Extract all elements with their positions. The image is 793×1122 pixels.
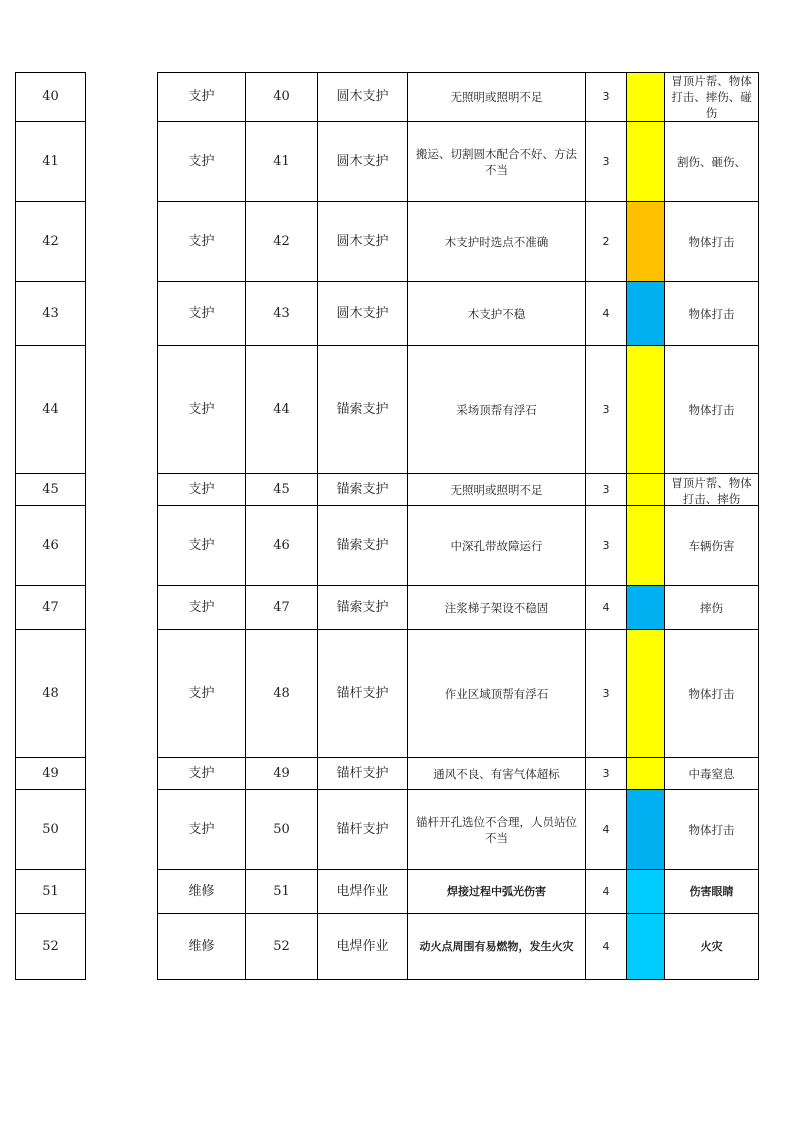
task-cell (318, 474, 408, 506)
hazard: 通风不良、有害气体超标 (433, 766, 560, 781)
consequence-cell (665, 202, 759, 282)
task: 锚索支护 (336, 537, 389, 553)
category: 支护 (188, 481, 215, 497)
task: 锚索支护 (336, 599, 389, 615)
hazard-cell (408, 758, 586, 790)
risk-color-cell (627, 346, 665, 474)
row-number: 41 (42, 153, 59, 169)
row-number: 45 (42, 481, 59, 497)
category-cell (158, 586, 246, 630)
consequence: 冒顶片帮、物体打击、摔伤、碰伤 (671, 74, 752, 120)
row-number: 52 (42, 938, 59, 954)
item-id-cell (246, 506, 318, 586)
table-row (16, 282, 759, 346)
category-cell (158, 202, 246, 282)
item-id: 44 (273, 401, 290, 417)
risk-level: 3 (602, 90, 610, 103)
row-number-cell (16, 506, 86, 586)
item-id-cell (246, 122, 318, 202)
category-cell (158, 790, 246, 870)
hazard-cell (408, 506, 586, 586)
task-cell (318, 122, 408, 202)
row-number: 46 (42, 537, 59, 553)
item-id: 43 (273, 305, 290, 321)
consequence: 摔伤 (700, 600, 723, 615)
hazard: 木支护不稳 (467, 306, 526, 321)
row-number: 48 (42, 685, 59, 701)
risk-level-cell (586, 758, 627, 790)
category: 维修 (188, 938, 215, 954)
risk-level-cell (586, 73, 627, 122)
hazard-cell (408, 73, 586, 122)
hazard: 无照明或照明不足 (450, 90, 543, 104)
task: 锚杆支护 (336, 685, 389, 701)
row-number-cell (16, 914, 86, 980)
hazard-cell (408, 870, 586, 914)
table-row (16, 758, 759, 790)
table-row (16, 630, 759, 758)
row-number-cell (16, 202, 86, 282)
hazard: 木支护时选点不准确 (444, 234, 549, 249)
consequence: 中毒窒息 (688, 766, 735, 781)
risk-color-cell (627, 506, 665, 586)
category: 支护 (188, 685, 215, 701)
risk-level: 3 (602, 686, 610, 700)
risk-level-cell (586, 122, 627, 202)
row-number: 44 (42, 401, 59, 417)
table-row (16, 914, 759, 980)
risk-color-cell (627, 630, 665, 758)
category-cell (158, 630, 246, 758)
risk-level-cell (586, 474, 627, 506)
hazard: 注浆梯子架设不稳固 (444, 600, 549, 615)
hazard-cell (408, 586, 586, 630)
row-number: 49 (42, 765, 59, 781)
consequence-cell (665, 506, 759, 586)
row-number-cell (16, 586, 86, 630)
task: 锚杆支护 (336, 821, 389, 837)
task-cell (318, 506, 408, 586)
risk-color-cell (627, 758, 665, 790)
category-cell (158, 870, 246, 914)
table-row (16, 474, 759, 506)
category-cell (158, 282, 246, 346)
gap-cell (86, 630, 158, 758)
gap-cell (86, 474, 158, 506)
hazard: 中深孔带故障运行 (450, 538, 543, 553)
item-id-cell (246, 870, 318, 914)
risk-color-cell (627, 586, 665, 630)
category-cell (158, 506, 246, 586)
consequence: 物体打击 (688, 306, 735, 321)
hazard-cell (408, 474, 586, 506)
item-id-cell (246, 346, 318, 474)
item-id: 45 (273, 481, 290, 497)
table-row (16, 870, 759, 914)
risk-level-cell (586, 202, 627, 282)
consequence-cell (665, 73, 759, 122)
row-number: 51 (42, 883, 59, 899)
hazard-cell (408, 122, 586, 202)
category: 维修 (188, 883, 215, 899)
risk-table (15, 72, 759, 980)
task-cell (318, 870, 408, 914)
gap-cell (86, 282, 158, 346)
row-number: 43 (42, 305, 59, 321)
task-cell (318, 758, 408, 790)
table-row (16, 506, 759, 586)
task: 电焊作业 (336, 938, 389, 954)
gap-cell (86, 506, 158, 586)
row-number-cell (16, 474, 86, 506)
hazard: 搬运、切割圆木配合不好、方法不当 (416, 146, 577, 177)
item-id: 51 (273, 883, 290, 899)
risk-color-cell (627, 282, 665, 346)
task: 锚杆支护 (336, 765, 389, 781)
row-number: 47 (42, 599, 59, 615)
hazard-cell (408, 346, 586, 474)
consequence-cell (665, 758, 759, 790)
hazard-cell (408, 202, 586, 282)
item-id-cell (246, 758, 318, 790)
category-cell (158, 346, 246, 474)
category: 支护 (188, 233, 215, 249)
risk-level: 3 (602, 154, 610, 168)
table-row (16, 346, 759, 474)
risk-level: 2 (602, 234, 610, 248)
consequence-cell (665, 630, 759, 758)
gap-cell (86, 73, 158, 122)
category: 支护 (188, 537, 215, 553)
consequence: 伤害眼睛 (689, 884, 734, 898)
consequence-cell (665, 586, 759, 630)
hazard-cell (408, 790, 586, 870)
task-cell (318, 586, 408, 630)
category: 支护 (188, 599, 215, 615)
category-cell (158, 474, 246, 506)
table-row (16, 586, 759, 630)
hazard: 无照明或照明不足 (450, 482, 543, 497)
row-number: 40 (42, 89, 59, 104)
risk-level: 3 (602, 402, 610, 416)
task-cell (318, 282, 408, 346)
consequence: 火灾 (700, 939, 723, 953)
task-cell (318, 73, 408, 122)
gap-cell (86, 758, 158, 790)
hazard: 锚杆开孔选位不合理，人员站位不当 (416, 814, 577, 845)
risk-level-cell (586, 506, 627, 586)
hazard-cell (408, 282, 586, 346)
hazard: 焊接过程中弧光伤害 (447, 884, 546, 898)
risk-level-cell (586, 790, 627, 870)
task: 圆木支护 (336, 305, 389, 321)
item-id-cell (246, 202, 318, 282)
item-id-cell (246, 474, 318, 506)
row-number-cell (16, 73, 86, 122)
item-id-cell (246, 790, 318, 870)
risk-level-cell (586, 630, 627, 758)
task-cell (318, 202, 408, 282)
consequence-cell (665, 914, 759, 980)
hazard-cell (408, 914, 586, 980)
risk-color-cell (627, 870, 665, 914)
item-id: 52 (273, 938, 290, 954)
task: 圆木支护 (336, 233, 389, 249)
hazard: 采场顶帮有浮石 (456, 402, 537, 417)
consequence: 物体打击 (688, 234, 735, 249)
item-id: 41 (273, 153, 290, 169)
row-number-cell (16, 282, 86, 346)
item-id: 42 (273, 233, 290, 249)
risk-color-cell (627, 790, 665, 870)
risk-level-cell (586, 282, 627, 346)
item-id: 46 (273, 537, 290, 553)
table-row (16, 790, 759, 870)
row-number-cell (16, 758, 86, 790)
category-cell (158, 914, 246, 980)
consequence: 物体打击 (688, 402, 735, 417)
gap-cell (86, 346, 158, 474)
risk-level-cell (586, 346, 627, 474)
category: 支护 (188, 305, 215, 321)
risk-color-cell (627, 122, 665, 202)
task-cell (318, 630, 408, 758)
item-id: 48 (273, 685, 290, 701)
item-id-cell (246, 586, 318, 630)
category: 支护 (188, 89, 215, 104)
row-number-cell (16, 630, 86, 758)
consequence: 车辆伤害 (688, 538, 735, 553)
consequence-cell (665, 870, 759, 914)
risk-color-cell (627, 474, 665, 506)
consequence-cell (665, 122, 759, 202)
task: 锚索支护 (336, 481, 389, 497)
item-id-cell (246, 630, 318, 758)
row-number-cell (16, 870, 86, 914)
item-id: 47 (273, 599, 290, 615)
item-id-cell (246, 282, 318, 346)
risk-level: 3 (602, 538, 610, 552)
row-number: 50 (42, 821, 59, 837)
item-id-cell (246, 914, 318, 980)
risk-color-cell (627, 914, 665, 980)
row-number-cell (16, 346, 86, 474)
consequence: 物体打击 (688, 822, 735, 837)
table-row (16, 122, 759, 202)
item-id: 49 (273, 765, 290, 781)
category: 支护 (188, 821, 215, 837)
risk-level-cell (586, 586, 627, 630)
gap-cell (86, 586, 158, 630)
risk-level: 4 (602, 884, 610, 898)
item-id-cell (246, 73, 318, 122)
risk-level: 4 (602, 306, 610, 320)
risk-color-cell (627, 202, 665, 282)
risk-level-cell (586, 914, 627, 980)
task-cell (318, 914, 408, 980)
gap-cell (86, 202, 158, 282)
category-cell (158, 122, 246, 202)
task: 圆木支护 (336, 153, 389, 169)
row-number-cell (16, 122, 86, 202)
consequence: 割伤、砸伤、 (677, 154, 746, 169)
category: 支护 (188, 765, 215, 781)
gap-cell (86, 870, 158, 914)
table-row (16, 73, 759, 122)
row-number-cell (16, 790, 86, 870)
category: 支护 (188, 153, 215, 169)
item-id: 40 (273, 89, 290, 104)
risk-level-cell (586, 870, 627, 914)
risk-level: 3 (602, 766, 610, 780)
risk-level: 4 (602, 822, 610, 836)
task: 电焊作业 (336, 883, 389, 899)
category-cell (158, 758, 246, 790)
consequence-cell (665, 474, 759, 506)
hazard: 作业区域顶帮有浮石 (444, 686, 549, 701)
table-row (16, 202, 759, 282)
task-cell (318, 346, 408, 474)
risk-level: 3 (602, 482, 610, 496)
consequence-cell (665, 790, 759, 870)
task: 锚索支护 (336, 401, 389, 417)
task-cell (318, 790, 408, 870)
consequence-cell (665, 346, 759, 474)
gap-cell (86, 122, 158, 202)
risk-level: 4 (602, 600, 610, 614)
risk-level: 4 (602, 939, 610, 953)
gap-cell (86, 914, 158, 980)
item-id: 50 (273, 821, 290, 837)
risk-color-cell (627, 73, 665, 122)
consequence: 物体打击 (688, 686, 735, 701)
hazard: 动火点周围有易燃物，发生火灾 (419, 939, 574, 953)
gap-cell (86, 790, 158, 870)
category-cell (158, 73, 246, 122)
hazard-cell (408, 630, 586, 758)
consequence-cell (665, 282, 759, 346)
task: 圆木支护 (336, 89, 389, 104)
category: 支护 (188, 401, 215, 417)
row-number: 42 (42, 233, 59, 249)
consequence: 冒顶片帮、物体打击、摔伤 (671, 475, 752, 505)
